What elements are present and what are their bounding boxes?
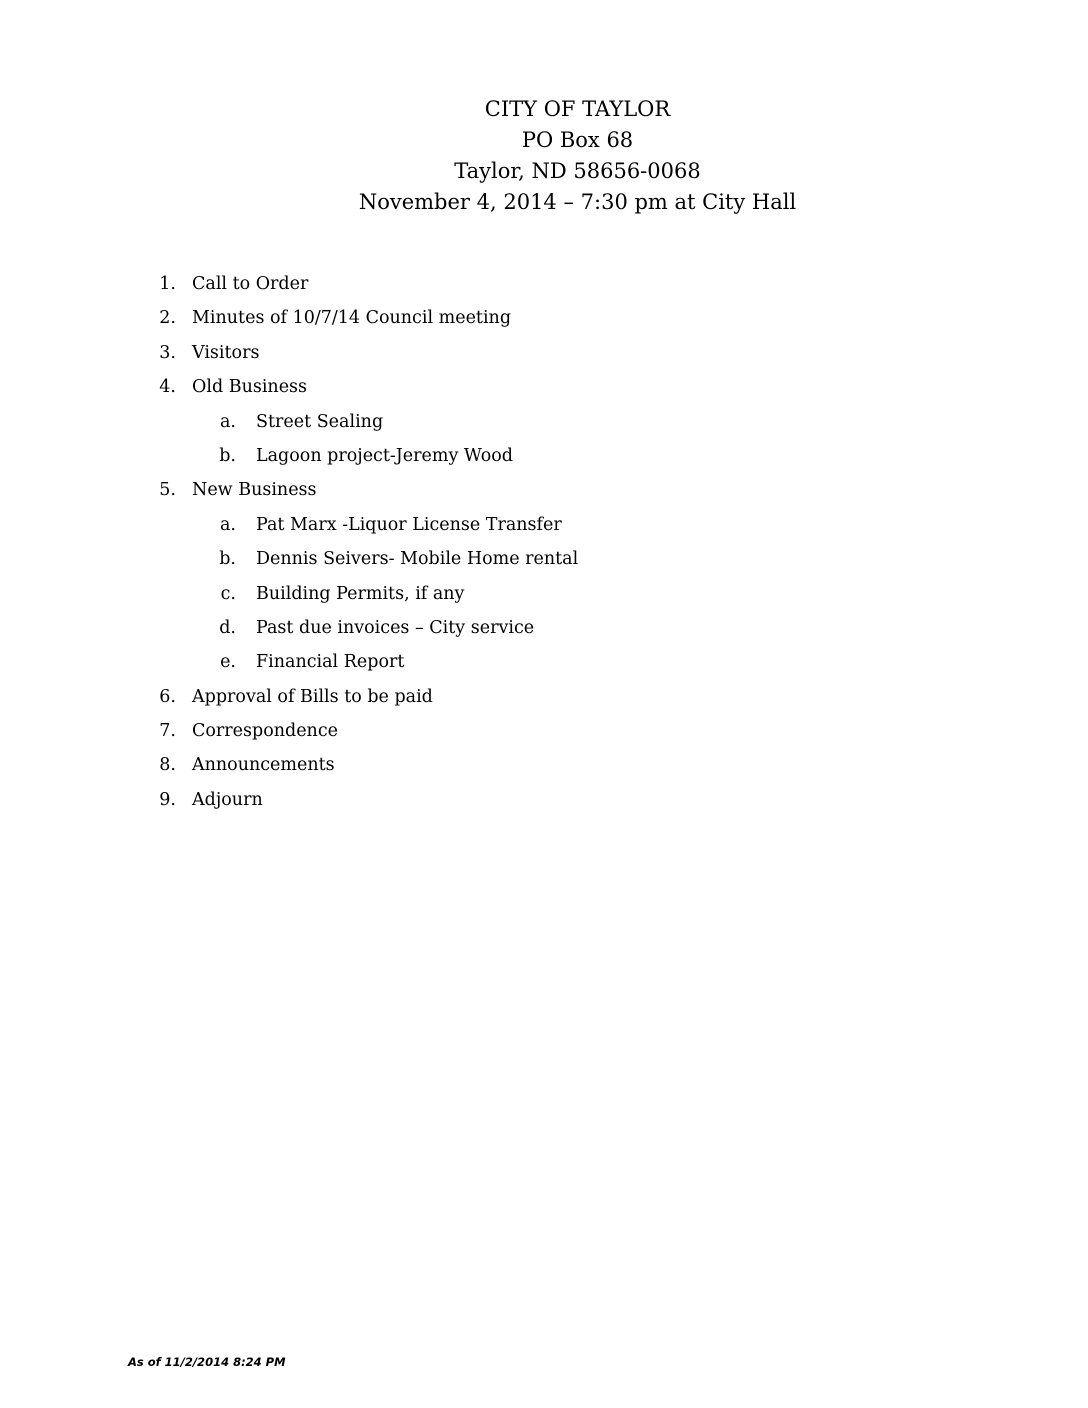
agenda-item-label: Street Sealing <box>256 411 384 432</box>
agenda-item-label: Minutes of 10/7/14 Council meeting <box>192 308 512 329</box>
agenda-subitem <box>0 580 1088 614</box>
agenda-item-marker: 8. <box>159 755 176 776</box>
agenda-item-marker: b. <box>219 549 236 570</box>
agenda-item-marker: 9. <box>159 789 176 810</box>
agenda-item <box>0 270 1088 304</box>
agenda-subitem <box>0 511 1088 545</box>
agenda-item-marker: 7. <box>159 721 176 742</box>
agenda-item-marker: 4. <box>159 377 176 398</box>
agenda-list <box>0 270 1088 820</box>
meeting-date-time: November 4, 2014 – 7:30 pm at City Hall <box>358 190 797 214</box>
agenda-item <box>0 717 1088 751</box>
agenda-item-marker: 1. <box>159 274 176 294</box>
agenda-item-label: Approval of Bills to be paid <box>192 686 433 707</box>
agenda-subitem <box>0 614 1088 648</box>
agenda-item-label: Announcements <box>192 755 335 776</box>
agenda-item-label: Correspondence <box>192 721 338 742</box>
agenda-item-marker: b. <box>219 445 236 466</box>
po-box: PO Box 68 <box>521 128 634 152</box>
agenda-item <box>0 339 1088 373</box>
agenda-item-marker: a. <box>220 514 236 535</box>
document-header <box>0 94 1088 218</box>
agenda-item-label: Past due invoices – City service <box>256 617 535 638</box>
agenda-subitem <box>0 408 1088 442</box>
agenda-subitem <box>0 648 1088 682</box>
agenda-item-label: Pat Marx -Liquor License Transfer <box>256 514 562 535</box>
agenda-item <box>0 373 1088 407</box>
agenda-item <box>0 683 1088 717</box>
agenda-item-label: Adjourn <box>192 789 263 810</box>
agenda-item-label: Dennis Seivers- Mobile Home rental <box>256 549 579 570</box>
agenda-item <box>0 751 1088 785</box>
agenda-item-marker: e. <box>220 652 236 673</box>
agenda-item-marker: 2. <box>159 308 176 329</box>
agenda-item <box>0 304 1088 338</box>
agenda-item-label: Call to Order <box>192 274 309 294</box>
agenda-subitem <box>0 442 1088 476</box>
agenda-item-label: Building Permits, if any <box>256 583 465 604</box>
footer-timestamp: As of 11/2/2014 8:24 PM <box>128 1355 286 1369</box>
agenda-item <box>0 476 1088 510</box>
agenda-item-label: Old Business <box>192 377 308 398</box>
agenda-item-marker: 6. <box>159 686 176 707</box>
agenda-item-label: Lagoon project-Jeremy Wood <box>256 445 514 466</box>
agenda-subitem <box>0 545 1088 579</box>
agenda-item-marker: c. <box>220 583 236 604</box>
agenda-item-label: Financial Report <box>256 652 405 673</box>
city-name: CITY OF TAYLOR <box>484 97 671 121</box>
agenda-item-marker: d. <box>219 617 236 638</box>
agenda-item-marker: 3. <box>159 342 176 363</box>
agenda-item-label: New Business <box>192 480 317 501</box>
agenda-item-marker: a. <box>220 411 236 432</box>
city-address: Taylor, ND 58656-0068 <box>454 159 701 183</box>
agenda-item-marker: 5. <box>159 480 176 501</box>
agenda-item <box>0 786 1088 820</box>
agenda-item-label: Visitors <box>192 342 260 363</box>
